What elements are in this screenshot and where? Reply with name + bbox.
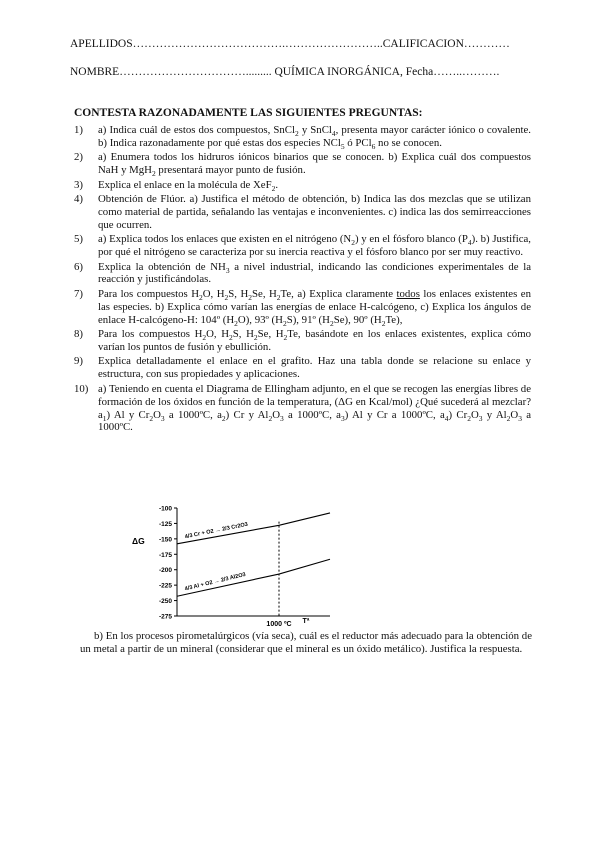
question-text: a) Enumera todos los hidruros iónicos binarios que se conocen. b) Explica cuál dos compuestos NaH y MgH$_2$ presentará mayor punto de fusión.	[98, 151, 531, 179]
y-tick-label: -125	[158, 520, 172, 528]
series-label-al2o3: 4/3 Al + O2 → 2/3 Al2O3	[184, 571, 247, 593]
question-item	[74, 233, 531, 259]
question-number: 9)	[74, 355, 83, 368]
header-line-apellidos: APELLIDOS………………………………….……………………..CALIFICACION…………	[70, 38, 510, 50]
y-axis-label: ΔG	[132, 536, 145, 546]
question-number: 7)	[74, 287, 83, 300]
question-text: Explica detalladamente el enlace en el grafito. Haz una tabla donde se relacione su enlace y estructura, con sus propiedades y aplicaciones.	[98, 355, 531, 381]
question-number: 5)	[74, 233, 83, 246]
y-tick-label: -100	[158, 505, 172, 513]
question-text: a) Explica todos los enlaces que existen en el nitrógeno $(N_2)$ y en el fósforo blanco $(P_4)$. b) Justifica, por qué el nitrógeno se caracteriza por su inercia reactiva y el fósforo blanco por ser muy reactivo.	[98, 233, 531, 259]
question-text: a) Indica cuál de estos dos compuestos, SnCl$_2$ y SnCl$_4$, presenta mayor carácter iónico o covalente. b) Indica razonadamente por qué estas dos especies NCl$_5$ ó PCl$_6$ no se conocen.	[98, 124, 531, 152]
question-item	[74, 355, 531, 381]
y-tick-label: -225	[158, 582, 172, 590]
series-label-cr2o3: 4/3 Cr + O2 → 2/3 Cr2O3	[184, 521, 249, 541]
section-title: CONTESTA RAZONADAMENTE LAS SIGUIENTES PREGUNTAS:	[74, 107, 423, 119]
question-text: Para los compuestos $H_2O$, $H_2S$, $H_2Se$, $H_2Te$, basándote en los enlaces existentes, explica cómo varían los puntos de fusión y ebullición.	[98, 328, 532, 353]
question-number: 3)	[74, 178, 83, 191]
series-line-al2o3	[177, 559, 330, 596]
question-item	[74, 193, 531, 232]
question-item	[74, 124, 531, 150]
question-item	[74, 383, 531, 435]
x-axis-label: Tª	[302, 618, 310, 625]
question-text: a) Teniendo en cuenta el Diagrama de Ellingham adjunto, en el que se recogen las energías libres de formación de los óxidos en función de la temperatura, (ΔG en Kcal/mol) ¿Qué sucederá al mezclar? $a_1$) Al y $Cr_2O_3$ a 1000ºC, $a_2$) Cr y $Al_2O_3$ a 1000ºC, $a_3$) Al y Cr a 1000ºC, $a_4$) $Cr_2O_3$ y $Al_2O_3$ a 1000ºC.	[98, 382, 532, 434]
series-line-cr2o3	[177, 513, 330, 544]
y-tick-label: -275	[158, 613, 172, 621]
question-number: 10)	[74, 382, 89, 395]
question-10-part-b: b) En los procesos pirometalúrgicos (vía seca), cuál es el reductor más adecuado para la obtención de un metal a partir de un mineral (considerar que el mineral es un óxido metálico). Justifica la respuesta.	[80, 630, 532, 655]
question-item	[74, 328, 531, 354]
y-tick-label: -150	[158, 536, 172, 544]
question-number: 1)	[74, 124, 83, 136]
ellingham-diagram	[130, 496, 360, 628]
temperature-marker-label: 1000 ºC	[266, 621, 292, 628]
question-text: Explica la obtención de $NH_3$ a nivel industrial, indicando las condiciones experimentales de la reacción y justificándolas.	[98, 260, 531, 286]
question-item	[74, 151, 531, 177]
question-text: Obtención de Flúor. a) Justifica el método de obtención, b) Indica las dos mezclas que se utilizan como material de partida, señalando las ventajas e inconvenientes. c) indica las dos semirreacciones que ocurren.	[98, 193, 531, 231]
question-item	[74, 179, 531, 192]
question-number: 2)	[74, 151, 83, 164]
y-tick-label: -175	[158, 551, 172, 559]
question-text: Explica el enlace en la molécula de XeF$_2$.	[98, 178, 279, 193]
y-tick-label: -250	[158, 598, 172, 606]
question-item	[74, 288, 531, 327]
question-number: 6)	[74, 260, 83, 273]
question-number: 8)	[74, 328, 83, 341]
y-tick-label: -200	[158, 567, 172, 575]
question-item	[74, 261, 531, 287]
question-list	[74, 124, 531, 436]
question-number: 4)	[74, 193, 83, 206]
question-text: Para los compuestos $H_2O$, $H_2S$, $H_2Se$, $H_2Te$, a) Explica claramente todos los enlaces existentes en las especies. b) Explica cómo varían las energías de enlace H-calcógeno, c) Explica los ángulos de enlace H-calcógeno-H: 104º $(H_2O)$, 93º $(H_2S)$, 91º $(H_2Se)$, 90º $(H_2Te)$,	[98, 287, 531, 328]
header-line-nombre: NOMBRE……………………………......... QUÍMICA INORGÁNICA, Fecha……..……….	[70, 66, 500, 78]
